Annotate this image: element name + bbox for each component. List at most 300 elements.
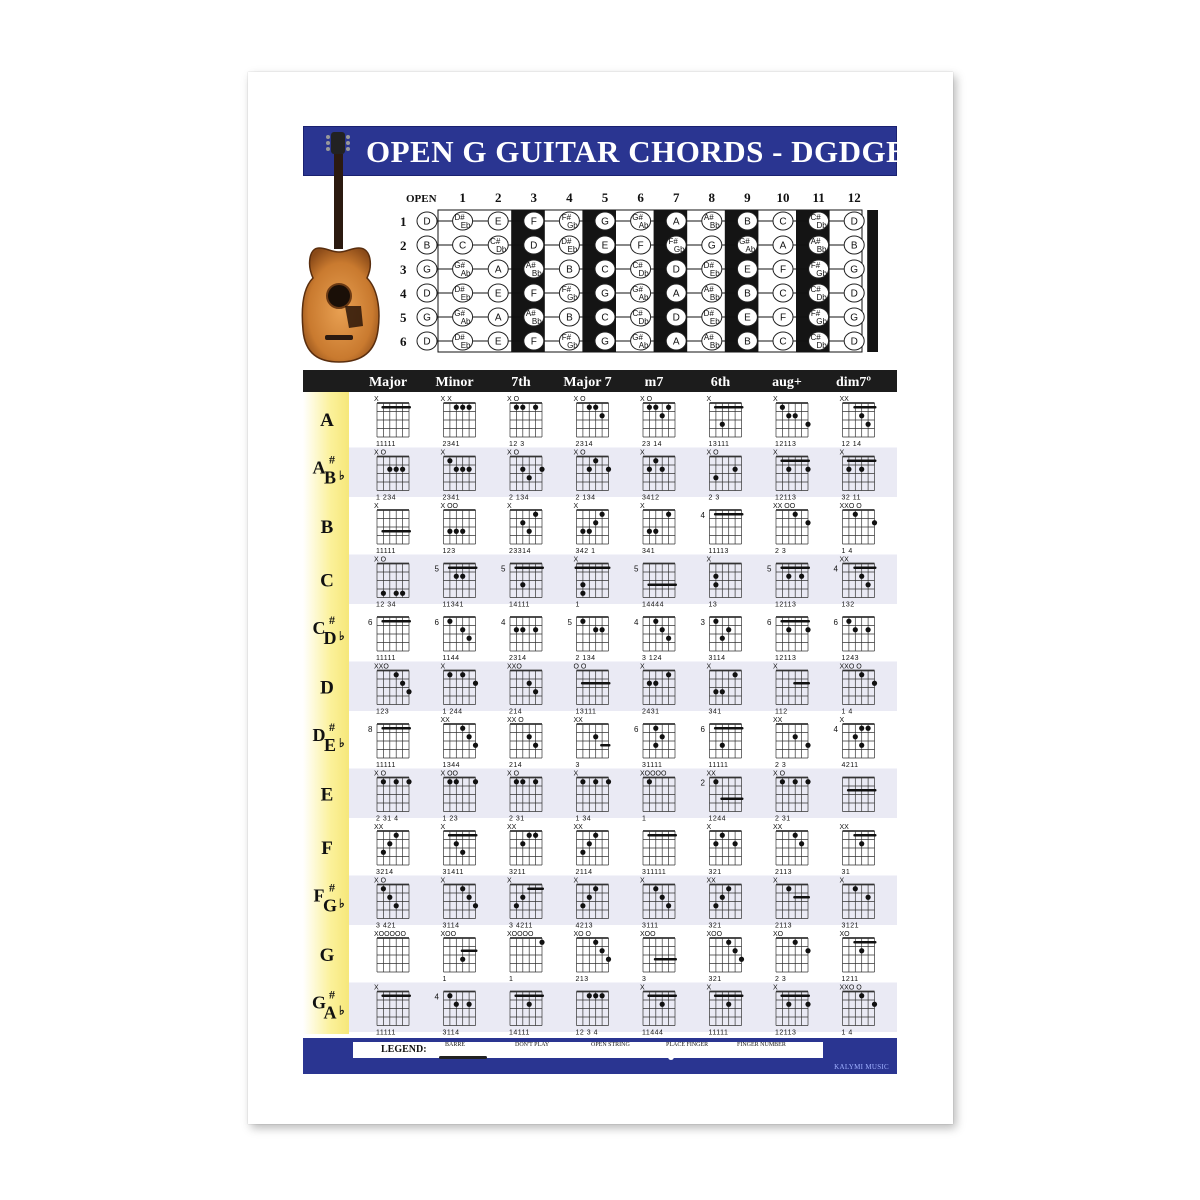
string-markers: XXO <box>374 663 389 671</box>
finger-dot <box>859 672 864 677</box>
string-markers: X <box>440 663 446 671</box>
chord-diagram <box>507 503 542 555</box>
chord-diagram <box>568 617 609 662</box>
chord-diagram <box>773 824 808 876</box>
barre-mark <box>600 744 610 747</box>
finger-numbers: 321 <box>708 922 722 930</box>
barre-mark <box>381 727 411 730</box>
chord-diagram <box>507 717 542 769</box>
headstock <box>331 132 345 154</box>
fret-note <box>737 236 757 254</box>
finger-numbers: 214 <box>509 762 523 769</box>
svg-text:C#: C# <box>632 261 643 270</box>
finger-dot <box>527 734 532 739</box>
fret-note <box>844 212 864 230</box>
finger-dot <box>859 993 864 998</box>
svg-text:G#: G# <box>454 261 465 270</box>
svg-text:A#: A# <box>703 333 714 342</box>
svg-text:A: A <box>494 312 502 324</box>
string-markers: XX O <box>507 717 524 724</box>
svg-text:Bb: Bb <box>709 293 720 302</box>
legend-open-string: OPEN STRING <box>591 1042 630 1048</box>
finger-dot <box>660 467 665 472</box>
string-markers: X <box>573 877 579 885</box>
finger-numbers: 123 <box>376 708 390 716</box>
svg-text:G: G <box>423 264 431 276</box>
finger-dot <box>866 895 871 900</box>
string-markers: X <box>507 503 512 510</box>
string-markers: X O <box>507 449 520 457</box>
fret-note <box>488 260 508 278</box>
finger-dot <box>381 591 386 596</box>
string-markers: XXO <box>507 663 522 671</box>
fret-note <box>453 236 473 254</box>
finger-numbers: 11111 <box>708 1029 729 1036</box>
finger-dot <box>539 467 544 472</box>
finger-dot <box>460 957 465 962</box>
string-number: 2 <box>400 238 407 253</box>
fretboard-diagram <box>398 190 878 370</box>
finger-numbers: 11111 <box>376 655 396 662</box>
finger-numbers: 2114 <box>575 869 593 876</box>
finger-numbers: 12 34 <box>376 601 397 609</box>
finger-numbers: 14111 <box>509 601 530 609</box>
finger-numbers: 11111 <box>708 762 729 769</box>
finger-dot <box>593 627 598 632</box>
string-markers: X <box>374 984 379 992</box>
fret-note <box>524 260 544 278</box>
fret-number: 11 <box>812 190 825 205</box>
svg-text:A: A <box>672 288 680 300</box>
finger-dot <box>533 689 538 694</box>
finger-numbers: 1244 <box>708 815 727 823</box>
string-markers: XX <box>507 824 517 831</box>
svg-text:F#: F# <box>810 309 821 318</box>
svg-text:C: C <box>312 618 326 638</box>
finger-dot <box>780 405 785 410</box>
finger-dot <box>726 940 731 945</box>
finger-dot <box>653 681 658 686</box>
legend-finger-number: FINGER NUMBER <box>737 1042 786 1048</box>
finger-numbers: 123 <box>442 548 456 555</box>
finger-dot <box>606 957 611 962</box>
finger-dot <box>666 405 671 410</box>
finger-numbers: 342 1 <box>575 548 596 555</box>
legend-x-symbol: x <box>519 1050 524 1060</box>
svg-text:Bb: Bb <box>816 245 827 254</box>
fret-note <box>666 260 686 278</box>
finger-dot <box>859 413 864 418</box>
barre-mark <box>714 513 744 516</box>
finger-dot <box>720 422 725 427</box>
finger-dot <box>805 422 810 427</box>
finger-dot <box>447 458 452 463</box>
svg-text:Gb: Gb <box>816 269 827 278</box>
finger-dot <box>866 582 871 587</box>
row-shade <box>349 662 897 712</box>
svg-text:Gb: Gb <box>673 245 685 254</box>
svg-text:B: B <box>744 336 751 348</box>
svg-text:G: G <box>601 288 609 300</box>
finger-dot <box>381 779 386 784</box>
fret-note <box>773 332 793 350</box>
string-markers: X <box>440 824 446 831</box>
string-markers: X O <box>374 556 387 564</box>
finger-numbers: 3114 <box>442 922 460 930</box>
svg-text:♭: ♭ <box>339 1003 345 1018</box>
chord-diagram <box>368 724 411 769</box>
fret-note <box>595 332 615 350</box>
finger-numbers: 1 4 <box>841 708 853 716</box>
finger-numbers: 2 31 <box>775 815 791 823</box>
finger-dot <box>853 886 858 891</box>
fret-note <box>559 308 579 326</box>
row-shade <box>349 983 897 1033</box>
fret-note <box>737 332 757 350</box>
fret-note <box>773 212 793 230</box>
fret-note <box>417 308 437 326</box>
chord-diagram <box>707 396 744 448</box>
barre-mark <box>527 887 544 890</box>
finger-dot <box>713 841 718 846</box>
fret-position: 4 <box>434 992 439 1002</box>
fret-position: 5 <box>567 618 572 627</box>
fret-note <box>631 284 651 302</box>
svg-text:E: E <box>494 288 502 300</box>
string-markers: X <box>640 449 645 457</box>
finger-numbers: 31 <box>841 869 851 876</box>
fret-note <box>666 284 686 302</box>
string-markers: X <box>640 663 645 671</box>
finger-dot <box>587 405 592 410</box>
finger-dot <box>872 681 877 686</box>
fret-number: 6 <box>637 190 644 205</box>
finger-dot <box>786 627 791 632</box>
finger-dot <box>587 841 592 846</box>
fret-note <box>524 308 544 326</box>
chord-diagram <box>574 503 609 555</box>
svg-text:Db: Db <box>638 317 649 326</box>
string-markers: X O <box>374 449 387 457</box>
finger-dot <box>447 993 452 998</box>
svg-text:A#: A# <box>703 285 714 294</box>
chord-diagram <box>507 931 545 983</box>
finger-dot <box>527 529 532 534</box>
legend-barre-symbol <box>439 1056 487 1059</box>
barre-mark <box>381 406 411 409</box>
finger-dot <box>805 779 810 784</box>
svg-text:F: F <box>321 838 333 859</box>
finger-numbers: 31111 <box>642 762 663 769</box>
barre-mark <box>381 530 411 533</box>
barre-mark <box>793 682 810 685</box>
finger-dot <box>866 726 871 731</box>
fret-number: 8 <box>708 190 716 205</box>
string-markers: XXO O <box>839 984 862 992</box>
fret-position: 5 <box>634 564 639 574</box>
finger-dot <box>460 886 465 891</box>
finger-dot <box>647 529 652 534</box>
fret-number: 7 <box>672 190 680 205</box>
chord-diagram <box>574 717 611 769</box>
finger-dot <box>473 681 478 686</box>
string-markers: X <box>440 449 446 457</box>
barre-mark <box>647 834 677 837</box>
svg-text:D: D <box>850 216 858 228</box>
svg-text:C#: C# <box>632 309 643 318</box>
finger-dot <box>866 422 871 427</box>
column-header: Major <box>368 375 408 390</box>
column-header: 6th <box>710 375 731 390</box>
finger-numbers: 1 4 <box>841 1029 853 1036</box>
finger-dot <box>606 467 611 472</box>
finger-numbers: 11111 <box>376 1029 396 1036</box>
fret-position: 4 <box>700 511 705 520</box>
barre-mark <box>780 620 810 623</box>
finger-dot <box>406 779 411 784</box>
svg-text:G: G <box>423 312 431 324</box>
string-markers: X <box>773 984 778 992</box>
finger-dot <box>520 520 525 525</box>
finger-dot <box>653 726 658 731</box>
finger-dot <box>793 512 798 517</box>
fret-note <box>702 332 722 350</box>
fret-position: 6 <box>368 618 373 627</box>
finger-numbers: 3 <box>575 762 580 769</box>
chord-diagram <box>840 396 877 448</box>
finger-numbers: 2 134 <box>509 494 530 502</box>
fret-number: 5 <box>601 190 609 205</box>
finger-dot <box>733 467 738 472</box>
svg-text:Ab: Ab <box>745 245 756 254</box>
finger-dot <box>467 895 472 900</box>
fret-number: 4 <box>566 190 573 205</box>
fret-note <box>559 284 579 302</box>
finger-dot <box>454 779 459 784</box>
row-label <box>320 945 335 966</box>
finger-dot <box>859 743 864 748</box>
fret-note <box>595 308 615 326</box>
barre-mark <box>514 994 544 997</box>
finger-dot <box>467 467 472 472</box>
finger-numbers: 2 3 <box>708 494 720 502</box>
svg-text:D: D <box>423 336 431 348</box>
finger-dot <box>660 734 665 739</box>
fret-note <box>453 308 473 326</box>
svg-text:C#: C# <box>810 333 821 342</box>
fret-note <box>631 212 651 230</box>
finger-dot <box>447 672 452 677</box>
finger-dot <box>520 841 525 846</box>
barre-mark <box>514 566 544 569</box>
string-markers: XXO O <box>839 663 862 671</box>
string-markers: X <box>573 503 579 510</box>
finger-numbers: 13 <box>708 601 718 609</box>
finger-dot <box>805 520 810 525</box>
svg-text:#: # <box>329 880 335 895</box>
finger-dot <box>859 574 864 579</box>
fret-number: 9 <box>744 190 751 205</box>
finger-numbers: 12113 <box>775 494 797 502</box>
string-markers: X O <box>507 770 520 778</box>
fret-shade <box>654 210 688 352</box>
finger-dot <box>400 467 405 472</box>
svg-text:C: C <box>601 312 609 324</box>
svg-text:G#: G# <box>632 333 643 342</box>
finger-dot <box>527 681 532 686</box>
finger-dot <box>387 895 392 900</box>
string-markers: XOO <box>440 931 457 938</box>
svg-text:C: C <box>779 216 787 228</box>
finger-numbers: 1 244 <box>442 708 463 716</box>
barre-mark <box>847 459 877 462</box>
fret-note <box>453 260 473 278</box>
fret-note <box>417 236 437 254</box>
fret-note <box>702 236 722 254</box>
finger-dot <box>539 940 544 945</box>
finger-dot <box>473 743 478 748</box>
finger-numbers: 2 3 <box>775 976 787 983</box>
svg-text:♭: ♭ <box>339 736 345 750</box>
svg-text:Db: Db <box>816 341 827 350</box>
fret-note <box>737 212 757 230</box>
finger-numbers: 1243 <box>841 655 860 662</box>
finger-numbers: 3114 <box>708 655 726 662</box>
fret-note <box>524 284 544 302</box>
fret-note <box>844 284 864 302</box>
acoustic-guitar-image <box>299 130 383 366</box>
fret-shade <box>582 210 616 352</box>
string-markers: X <box>839 717 845 724</box>
finger-dot <box>720 636 725 641</box>
fret-note <box>595 236 615 254</box>
fret-note <box>488 212 508 230</box>
string-markers: XX <box>839 396 849 403</box>
finger-numbers: 11341 <box>442 601 464 609</box>
finger-dot <box>454 574 459 579</box>
svg-text:Ab: Ab <box>460 317 471 326</box>
fret-position: 6 <box>634 725 639 734</box>
finger-dot <box>533 512 538 517</box>
finger-dot <box>660 1002 665 1007</box>
finger-numbers: 321 <box>708 976 722 983</box>
finger-dot <box>786 574 791 579</box>
chord-diagram <box>840 503 878 555</box>
fret-note <box>809 308 829 326</box>
svg-text:C: C <box>601 264 609 276</box>
barre-mark <box>714 727 744 730</box>
barre-mark <box>581 682 611 685</box>
fret-note <box>417 212 437 230</box>
fret-note <box>488 332 508 350</box>
svg-text:A#: A# <box>810 237 821 246</box>
finger-numbers: 1 <box>509 976 514 983</box>
string-markers: XX <box>440 717 450 724</box>
finger-dot <box>527 833 532 838</box>
string-markers: X O <box>773 770 786 778</box>
string-markers: X O <box>706 449 719 457</box>
barre-mark <box>780 566 810 569</box>
string-markers: X <box>706 396 712 403</box>
finger-numbers: 12 3 <box>509 441 525 448</box>
chord-diagram <box>634 617 675 662</box>
string-markers: X X <box>440 396 452 403</box>
finger-dot <box>460 529 465 534</box>
finger-dot <box>394 672 399 677</box>
svg-text:B: B <box>323 467 337 488</box>
fret-note <box>702 284 722 302</box>
finger-dot <box>527 475 532 480</box>
svg-text:A#: A# <box>525 261 536 270</box>
finger-dot <box>580 903 585 908</box>
finger-dot <box>454 467 459 472</box>
svg-text:D: D <box>672 312 680 324</box>
guitar-neck <box>334 154 343 249</box>
column-header: 7th <box>511 375 531 390</box>
finger-numbers: 3121 <box>841 922 860 930</box>
string-markers: X <box>773 449 778 457</box>
svg-text:C: C <box>320 570 334 592</box>
finger-dot <box>647 779 652 784</box>
finger-dot <box>593 993 598 998</box>
string-number: 5 <box>400 310 407 325</box>
finger-numbers: 2314 <box>509 655 527 662</box>
column-header: Minor <box>435 375 474 390</box>
fret-note <box>666 308 686 326</box>
barre-mark <box>381 620 411 623</box>
finger-dot <box>600 512 605 517</box>
finger-dot <box>447 779 452 784</box>
string-markers: X O <box>640 396 653 403</box>
fret-note <box>809 236 829 254</box>
chord-diagram <box>640 503 675 555</box>
svg-text:B: B <box>744 288 751 300</box>
chord-diagram <box>507 824 542 876</box>
finger-numbers: 14111 <box>509 1029 530 1036</box>
finger-numbers: 11113 <box>708 548 729 555</box>
finger-numbers: 1 <box>575 601 580 609</box>
finger-dot <box>786 467 791 472</box>
legend-dot-symbol <box>668 1054 674 1060</box>
finger-numbers: 11111 <box>376 762 396 769</box>
fret-position: 8 <box>368 725 373 734</box>
chord-diagram <box>642 831 677 876</box>
finger-dot <box>460 627 465 632</box>
svg-text:A#: A# <box>703 213 714 222</box>
finger-dot <box>786 886 791 891</box>
finger-dot <box>859 467 864 472</box>
finger-dot <box>447 529 452 534</box>
finger-dot <box>713 574 718 579</box>
finger-dot <box>666 636 671 641</box>
finger-dot <box>593 833 598 838</box>
finger-dot <box>733 841 738 846</box>
finger-dot <box>394 833 399 838</box>
finger-dot <box>467 405 472 410</box>
finger-numbers: 2 134 <box>575 494 596 502</box>
finger-dot <box>467 636 472 641</box>
finger-dot <box>720 689 725 694</box>
finger-dot <box>666 512 671 517</box>
finger-dot <box>793 779 798 784</box>
string-markers: X O <box>573 449 586 457</box>
fret-note <box>844 308 864 326</box>
svg-text:F#: F# <box>561 285 572 294</box>
finger-dot <box>720 833 725 838</box>
fret-note <box>453 284 473 302</box>
string-markers: XOO <box>706 931 723 938</box>
svg-text:E: E <box>494 336 502 348</box>
